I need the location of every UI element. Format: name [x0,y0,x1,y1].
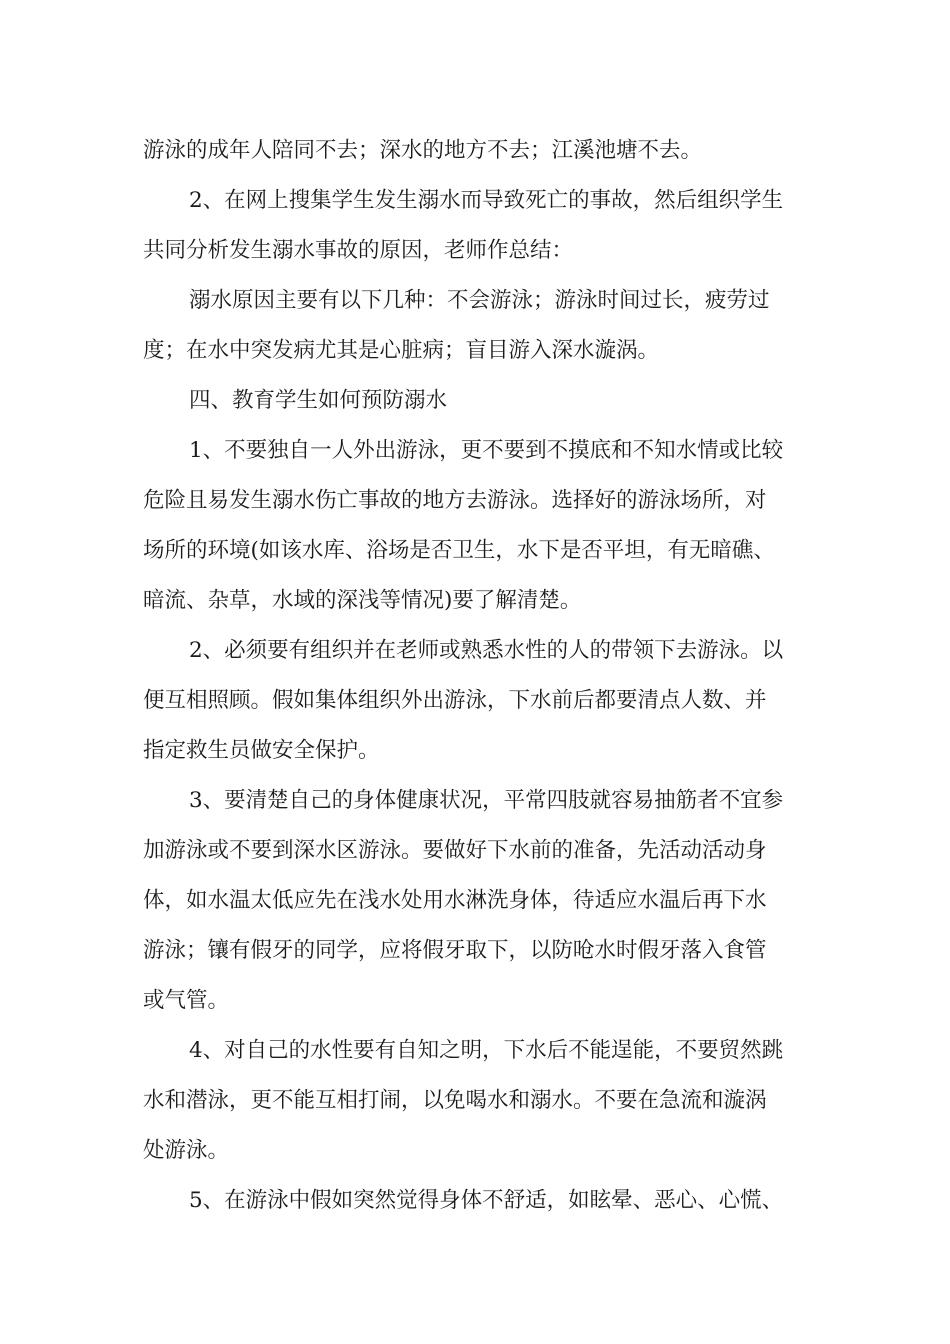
text-line: 体，如水温太低应先在浅水处用水淋洗身体，待适应水温后再下水 [143,888,767,913]
section-heading: 四、教育学生如何预防溺水 [189,388,448,413]
text-line: 3、要清楚自己的身体健康状况，平常四肢就容易抽筋者不宜参 [189,788,784,813]
text-line: 便互相照顾。假如集体组织外出游泳，下水前后都要清点人数、并 [143,688,767,713]
text-line: 1、不要独自一人外出游泳，更不要到不摸底和不知水情或比较 [189,438,784,463]
text-line: 危险且易发生溺水伤亡事故的地方去游泳。选择好的游泳场所，对 [143,488,767,513]
text-line: 游泳的成年人陪同不去；深水的地方不去；江溪池塘不去。 [143,138,703,163]
text-line: 处游泳。 [143,1138,230,1163]
text-line: 场所的环境(如该水库、浴场是否卫生，水下是否平坦，有无暗礁、 [143,538,775,563]
text-line: 4、对自己的水性要有自知之明，下水后不能逞能，不要贸然跳 [189,1038,784,1063]
text-line: 加游泳或不要到深水区游泳。要做好下水前的准备，先活动活动身 [143,838,767,863]
text-line: 度；在水中突发病尤其是心脏病；盲目游入深水漩涡。 [143,338,660,363]
text-line: 2、在网上搜集学生发生溺水而导致死亡的事故，然后组织学生 [189,188,784,213]
text-line: 游泳；镶有假牙的同学，应将假牙取下，以防呛水时假牙落入食管 [143,938,767,963]
text-line: 水和潜泳，更不能互相打闹，以免喝水和溺水。不要在急流和漩涡 [143,1088,767,1113]
text-line: 指定救生员做安全保护。 [143,738,380,763]
text-line: 暗流、杂草，水域的深浅等情况)要了解清楚。 [143,588,582,613]
text-line: 或气管。 [143,988,230,1013]
text-line: 溺水原因主要有以下几种：不会游泳；游泳时间过长，疲劳过 [189,288,770,313]
text-line: 5、在游泳中假如突然觉得身体不舒适，如眩晕、恶心、心慌、 [189,1188,784,1213]
text-line: 2、必须要有组织并在老师或熟悉水性的人的带领下去游泳。以 [189,638,784,663]
text-line: 共同分析发生溺水事故的原因，老师作总结： [143,238,574,263]
